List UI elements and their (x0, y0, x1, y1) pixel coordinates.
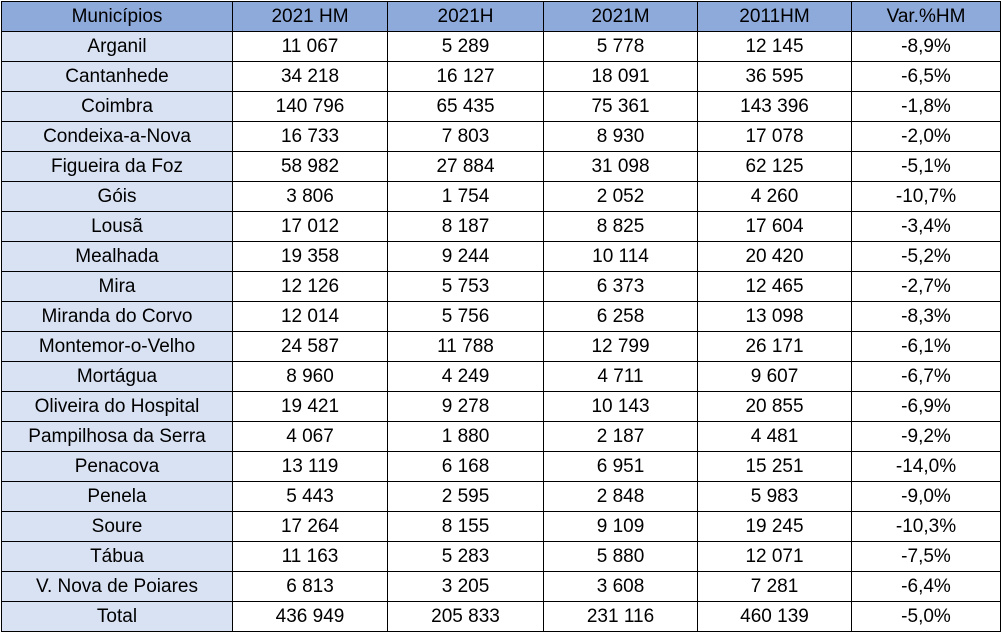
h-2021-cell: 5 283 (388, 542, 544, 572)
hm-2011-cell: 4 260 (698, 182, 852, 212)
h-2021-cell: 4 249 (388, 362, 544, 392)
var-hm-cell: -2,7% (852, 272, 1001, 302)
table-body (2, 32, 1001, 632)
municipio-cell: Tábua (2, 542, 233, 572)
header-2021-hm: 2021 HM (233, 2, 388, 32)
var-hm-cell: -3,4% (852, 212, 1001, 242)
hm-2011-cell: 17 078 (698, 122, 852, 152)
m-2021-cell: 2 848 (544, 482, 698, 512)
m-2021-cell: 8 930 (544, 122, 698, 152)
municipio-cell: Soure (2, 512, 233, 542)
header-var-hm: Var.%HM (852, 2, 1001, 32)
hm-2021-cell: 19 421 (233, 392, 388, 422)
hm-2011-cell: 36 595 (698, 62, 852, 92)
m-2021-cell: 10 143 (544, 392, 698, 422)
m-2021-cell: 31 098 (544, 152, 698, 182)
hm-2021-cell: 12 014 (233, 302, 388, 332)
h-2021-cell: 8 155 (388, 512, 544, 542)
m-2021-cell: 231 116 (544, 602, 698, 632)
hm-2011-cell: 15 251 (698, 452, 852, 482)
hm-2021-cell: 6 813 (233, 572, 388, 602)
table-row (2, 242, 1001, 272)
table-row (2, 122, 1001, 152)
h-2021-cell: 9 244 (388, 242, 544, 272)
hm-2011-cell: 17 604 (698, 212, 852, 242)
hm-2011-cell: 5 983 (698, 482, 852, 512)
var-hm-cell: -5,1% (852, 152, 1001, 182)
var-hm-cell: -6,1% (852, 332, 1001, 362)
hm-2011-cell: 19 245 (698, 512, 852, 542)
m-2021-cell: 18 091 (544, 62, 698, 92)
hm-2011-cell: 460 139 (698, 602, 852, 632)
m-2021-cell: 8 825 (544, 212, 698, 242)
m-2021-cell: 2 052 (544, 182, 698, 212)
municipio-cell: Pampilhosa da Serra (2, 422, 233, 452)
municipio-cell: Penacova (2, 452, 233, 482)
municipio-cell: Coimbra (2, 92, 233, 122)
var-hm-cell: -5,2% (852, 242, 1001, 272)
hm-2011-cell: 20 855 (698, 392, 852, 422)
hm-2011-cell: 143 396 (698, 92, 852, 122)
table-row (2, 62, 1001, 92)
var-hm-cell: -8,9% (852, 32, 1001, 62)
m-2021-cell: 75 361 (544, 92, 698, 122)
hm-2021-cell: 19 358 (233, 242, 388, 272)
m-2021-cell: 6 373 (544, 272, 698, 302)
h-2021-cell: 7 803 (388, 122, 544, 152)
h-2021-cell: 27 884 (388, 152, 544, 182)
hm-2021-cell: 13 119 (233, 452, 388, 482)
m-2021-cell: 12 799 (544, 332, 698, 362)
hm-2021-cell: 8 960 (233, 362, 388, 392)
hm-2011-cell: 7 281 (698, 572, 852, 602)
h-2021-cell: 8 187 (388, 212, 544, 242)
var-hm-cell: -6,4% (852, 572, 1001, 602)
hm-2011-cell: 12 465 (698, 272, 852, 302)
h-2021-cell: 16 127 (388, 62, 544, 92)
m-2021-cell: 3 608 (544, 572, 698, 602)
var-hm-cell: -9,2% (852, 422, 1001, 452)
table-row (2, 422, 1001, 452)
table-header (2, 2, 1001, 32)
table-row (2, 362, 1001, 392)
var-hm-cell: -6,5% (852, 62, 1001, 92)
hm-2011-cell: 20 420 (698, 242, 852, 272)
table-row (2, 452, 1001, 482)
var-hm-cell: -10,7% (852, 182, 1001, 212)
header-municipios: Municípios (2, 2, 233, 32)
m-2021-cell: 5 778 (544, 32, 698, 62)
h-2021-cell: 65 435 (388, 92, 544, 122)
h-2021-cell: 2 595 (388, 482, 544, 512)
table-row (2, 542, 1001, 572)
m-2021-cell: 6 951 (544, 452, 698, 482)
m-2021-cell: 6 258 (544, 302, 698, 332)
hm-2021-cell: 140 796 (233, 92, 388, 122)
header-2011-hm: 2011HM (698, 2, 852, 32)
hm-2021-cell: 12 126 (233, 272, 388, 302)
hm-2011-cell: 12 071 (698, 542, 852, 572)
header-row (2, 2, 1001, 32)
table-row (2, 332, 1001, 362)
population-table (1, 1, 1001, 632)
table-row (2, 212, 1001, 242)
h-2021-cell: 11 788 (388, 332, 544, 362)
hm-2021-cell: 17 264 (233, 512, 388, 542)
hm-2021-cell: 58 982 (233, 152, 388, 182)
table-row (2, 392, 1001, 422)
municipio-cell: Mira (2, 272, 233, 302)
var-hm-cell: -9,0% (852, 482, 1001, 512)
municipio-cell: Miranda do Corvo (2, 302, 233, 332)
h-2021-cell: 1 880 (388, 422, 544, 452)
hm-2021-cell: 11 067 (233, 32, 388, 62)
municipio-cell: Mortágua (2, 362, 233, 392)
hm-2011-cell: 4 481 (698, 422, 852, 452)
hm-2021-cell: 4 067 (233, 422, 388, 452)
municipio-cell: Mealhada (2, 242, 233, 272)
h-2021-cell: 6 168 (388, 452, 544, 482)
m-2021-cell: 10 114 (544, 242, 698, 272)
var-hm-cell: -8,3% (852, 302, 1001, 332)
municipio-cell: Cantanhede (2, 62, 233, 92)
table-row (2, 152, 1001, 182)
h-2021-cell: 5 753 (388, 272, 544, 302)
hm-2021-cell: 16 733 (233, 122, 388, 152)
var-hm-cell: -7,5% (852, 542, 1001, 572)
table-row (2, 302, 1001, 332)
hm-2021-cell: 17 012 (233, 212, 388, 242)
table-row (2, 92, 1001, 122)
m-2021-cell: 9 109 (544, 512, 698, 542)
var-hm-cell: -5,0% (852, 602, 1001, 632)
h-2021-cell: 5 756 (388, 302, 544, 332)
table-row (2, 32, 1001, 62)
m-2021-cell: 2 187 (544, 422, 698, 452)
hm-2011-cell: 9 607 (698, 362, 852, 392)
table-row (2, 482, 1001, 512)
municipio-cell: Penela (2, 482, 233, 512)
hm-2021-cell: 11 163 (233, 542, 388, 572)
hm-2011-cell: 26 171 (698, 332, 852, 362)
hm-2021-cell: 34 218 (233, 62, 388, 92)
h-2021-cell: 205 833 (388, 602, 544, 632)
hm-2011-cell: 12 145 (698, 32, 852, 62)
hm-2021-cell: 5 443 (233, 482, 388, 512)
table-row (2, 272, 1001, 302)
h-2021-cell: 5 289 (388, 32, 544, 62)
m-2021-cell: 4 711 (544, 362, 698, 392)
municipio-cell: Total (2, 602, 233, 632)
var-hm-cell: -10,3% (852, 512, 1001, 542)
hm-2011-cell: 62 125 (698, 152, 852, 182)
table-row (2, 512, 1001, 542)
var-hm-cell: -6,7% (852, 362, 1001, 392)
h-2021-cell: 3 205 (388, 572, 544, 602)
municipio-cell: Condeixa-a-Nova (2, 122, 233, 152)
hm-2021-cell: 3 806 (233, 182, 388, 212)
var-hm-cell: -6,9% (852, 392, 1001, 422)
municipio-cell: Lousã (2, 212, 233, 242)
table-row (2, 572, 1001, 602)
var-hm-cell: -1,8% (852, 92, 1001, 122)
header-2021-h: 2021H (388, 2, 544, 32)
table-row (2, 182, 1001, 212)
municipio-cell: Montemor-o-Velho (2, 332, 233, 362)
m-2021-cell: 5 880 (544, 542, 698, 572)
h-2021-cell: 1 754 (388, 182, 544, 212)
hm-2021-cell: 24 587 (233, 332, 388, 362)
municipio-cell: V. Nova de Poiares (2, 572, 233, 602)
h-2021-cell: 9 278 (388, 392, 544, 422)
municipio-cell: Góis (2, 182, 233, 212)
var-hm-cell: -14,0% (852, 452, 1001, 482)
var-hm-cell: -2,0% (852, 122, 1001, 152)
header-2021-m: 2021M (544, 2, 698, 32)
hm-2011-cell: 13 098 (698, 302, 852, 332)
municipio-cell: Figueira da Foz (2, 152, 233, 182)
municipio-cell: Oliveira do Hospital (2, 392, 233, 422)
hm-2021-cell: 436 949 (233, 602, 388, 632)
municipio-cell: Arganil (2, 32, 233, 62)
total-row (2, 602, 1001, 632)
